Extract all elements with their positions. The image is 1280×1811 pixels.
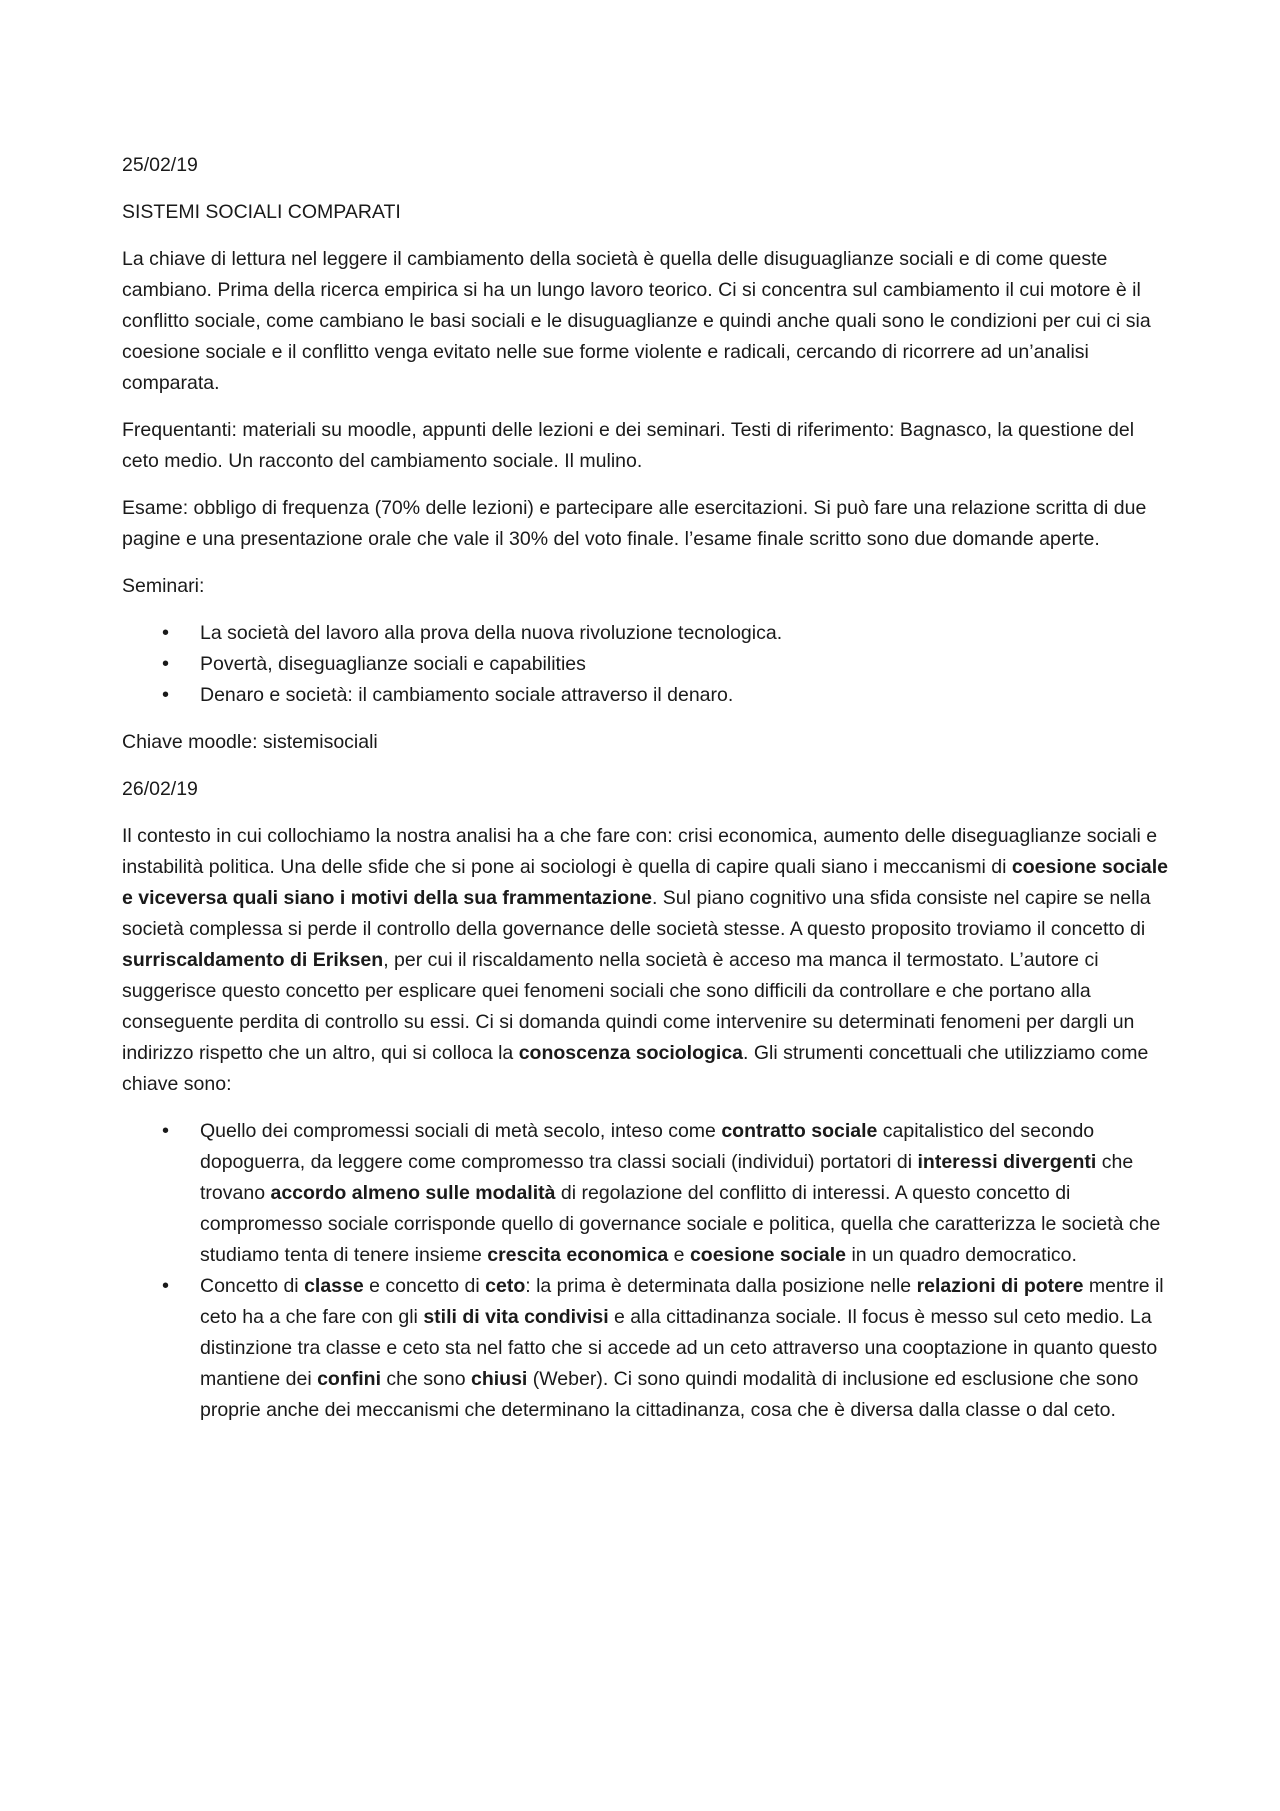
bold-term: accordo almeno sulle modalità xyxy=(270,1182,556,1204)
text-span: mentre il ceto ha a che fare con gli xyxy=(200,1275,1164,1328)
text-span: e xyxy=(668,1244,690,1266)
bold-term: contratto sociale xyxy=(721,1120,878,1142)
text-span: capitalistico del secondo dopoguerra, da leggere come compromesso tra classi sociali (individui) portatori di xyxy=(200,1120,1095,1173)
bold-term: relazioni di potere xyxy=(916,1275,1084,1297)
list-item xyxy=(122,1271,1172,1426)
bold-term: coesione sociale e viceversa quali siano i motivi della sua frammentazione xyxy=(122,856,1168,909)
bold-term: chiusi xyxy=(470,1368,528,1390)
text-span: di regolazione del conflitto di interessi. A questo concetto di compromesso sociale corrisponde quello di governance sociale e politica, quella che caratterizza le società che studiamo tenta di tenere insieme xyxy=(200,1182,1161,1266)
text-span: che sono xyxy=(381,1368,471,1390)
context-paragraph xyxy=(122,821,1172,1100)
bold-term: crescita economica xyxy=(487,1244,669,1266)
document-title: SISTEMI SOCIALI COMPARATI xyxy=(122,201,401,223)
moodle-key: Chiave moodle: sistemisociali xyxy=(122,731,378,753)
text-span: Il contesto in cui collochiamo la nostra analisi ha a che fare con: crisi economica, aumento delle diseguaglianze sociali e instabilità politica. Una delle sfide che si pone ai sociologi è quella di capire quali siano i meccanismi di xyxy=(122,825,1158,878)
text-span: Quello dei compromessi sociali di metà secolo, inteso come xyxy=(200,1120,722,1142)
text-span: , per cui il riscaldamento nella società è acceso ma manca il termostato. L’autore ci suggerisce questo concetto per esplicare quei fenomeni sociali che sono difficili da controllare e che portano alla conseguente perdita di controllo su essi. Ci si domanda quindi come intervenire su determinati fenomeni per dargli un indirizzo rispetto che un altro, qui si colloca la xyxy=(122,949,1135,1064)
seminari-label: Seminari: xyxy=(122,575,205,597)
bold-term: classe xyxy=(304,1275,364,1297)
bold-term: ceto xyxy=(485,1275,526,1297)
date-heading-2: 26/02/19 xyxy=(122,778,198,800)
bold-term: surriscaldamento di Eriksen xyxy=(122,949,384,971)
list-item: • Povertà, diseguaglianze sociali e capabilities xyxy=(122,649,1172,680)
text-span: e alla cittadinanza sociale. Il focus è messo sul ceto medio. La distinzione tra classe e ceto sta nel fatto che si accede ad un ceto attraverso una cooptazione in quanto questo mantiene dei xyxy=(200,1306,1158,1390)
text-span: e concetto di xyxy=(363,1275,486,1297)
list-item: • La società del lavoro alla prova della nuova rivoluzione tecnologica. xyxy=(122,618,1172,649)
text-span: in un quadro democratico. xyxy=(846,1244,1077,1266)
list-item xyxy=(122,1116,1172,1271)
concepts-list xyxy=(122,1116,1172,1426)
bold-term: conoscenza sociologica xyxy=(518,1042,744,1064)
intro-paragraph: La chiave di lettura nel leggere il cambiamento della società è quella delle disuguaglianze sociali e di come queste cambiano. Prima della ricerca empirica si ha un lungo lavoro teorico. Ci si concentra sul cambiamento il cui motore è il conflitto sociale, come cambiano le basi sociali e le disuguaglianze e quindi anche quali sono le condizioni per cui ci sia coesione sociale e il conflitto venga evitato nelle sue forme violente e radicali, cercando di ricorrere ad un’analisi comparata. xyxy=(122,248,1151,394)
text-span: Concetto di xyxy=(200,1275,305,1297)
text-span: : la prima è determinata dalla posizione nelle xyxy=(525,1275,917,1297)
text-span: . Gli strumenti concettuali che utilizziamo come chiave sono: xyxy=(122,1042,1149,1095)
document-page xyxy=(122,150,1172,1442)
seminari-list xyxy=(122,618,1172,711)
list-item: • Denaro e società: il cambiamento sociale attraverso il denaro. xyxy=(122,680,1172,711)
date-heading: 25/02/19 xyxy=(122,154,198,176)
esame-paragraph: Esame: obbligo di frequenza (70% delle lezioni) e partecipare alle esercitazioni. Si può fare una relazione scritta di due pagine e una presentazione orale che vale il 30% del voto finale. l’esame finale scritto sono due domande aperte. xyxy=(122,497,1147,550)
bold-term: stili di vita condivisi xyxy=(423,1306,609,1328)
text-span: . Sul piano cognitivo una sfida consiste nel capire se nella società complessa si perde il controllo della governance delle società stesse. A questo proposito troviamo il concetto di xyxy=(122,887,1151,940)
frequentanti-paragraph: Frequentanti: materiali su moodle, appunti delle lezioni e dei seminari. Testi di riferimento: Bagnasco, la questione del ceto medio. Un racconto del cambiamento sociale. Il mulino. xyxy=(122,419,1135,472)
bold-term: confini xyxy=(317,1368,381,1390)
text-span: (Weber). Ci sono quindi modalità di inclusione ed esclusione che sono proprie anche dei meccanismi che determinano la cittadinanza, cosa che è diversa dalla classe o dal ceto. xyxy=(200,1368,1139,1421)
bold-term: coesione sociale xyxy=(689,1244,847,1266)
text-span: che trovano xyxy=(200,1151,1134,1204)
bold-term: interessi divergenti xyxy=(917,1151,1097,1173)
